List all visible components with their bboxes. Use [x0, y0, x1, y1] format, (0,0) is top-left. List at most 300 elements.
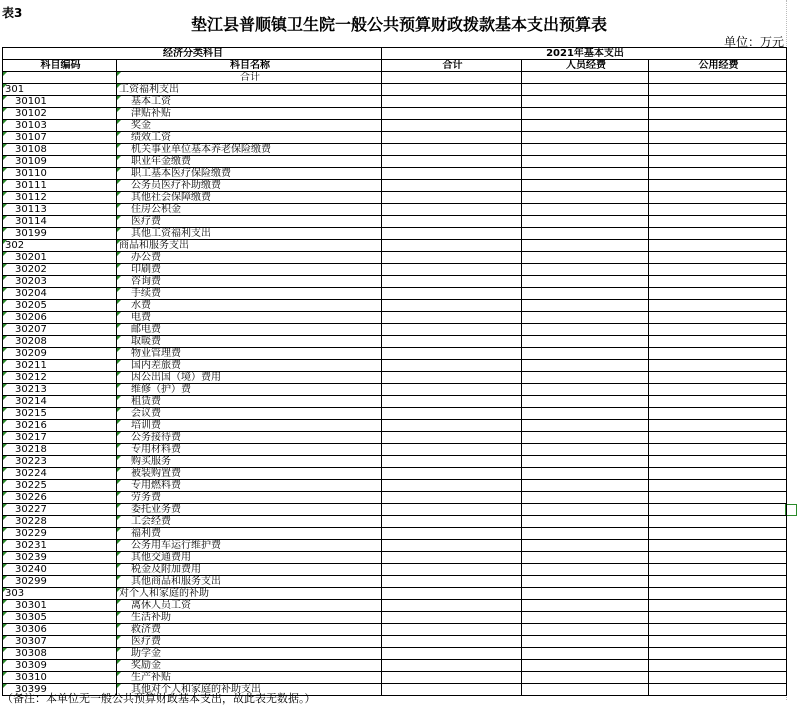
personnel-cell[interactable] — [522, 396, 649, 408]
public-cell[interactable] — [649, 408, 787, 420]
amount-cell[interactable] — [382, 228, 522, 240]
amount-cell[interactable] — [382, 372, 522, 384]
public-cell[interactable] — [649, 252, 787, 264]
code-cell[interactable]: 30309 — [3, 660, 117, 672]
code-cell[interactable]: 30206 — [3, 312, 117, 324]
total-amount-cell[interactable] — [382, 72, 522, 84]
personnel-cell[interactable] — [522, 684, 649, 696]
name-cell[interactable]: 其他商品和服务支出 — [117, 576, 382, 588]
amount-cell[interactable] — [382, 360, 522, 372]
code-cell[interactable]: 30203 — [3, 276, 117, 288]
code-cell[interactable]: 30224 — [3, 468, 117, 480]
name-cell[interactable]: 电费 — [117, 312, 382, 324]
amount-cell[interactable] — [382, 468, 522, 480]
name-cell[interactable]: 物业管理费 — [117, 348, 382, 360]
table-row — [3, 228, 787, 240]
table-row — [3, 144, 787, 156]
table-row — [3, 252, 787, 264]
amount-cell[interactable] — [382, 144, 522, 156]
amount-cell[interactable] — [382, 132, 522, 144]
name-cell[interactable]: 其他对个人和家庭的补助支出 — [117, 684, 382, 696]
name-cell[interactable]: 公务员医疗补助缴费 — [117, 180, 382, 192]
public-cell[interactable] — [649, 492, 787, 504]
amount-cell[interactable] — [382, 444, 522, 456]
amount-cell[interactable] — [382, 84, 522, 96]
header-row-columns — [3, 60, 787, 72]
personnel-cell[interactable] — [522, 168, 649, 180]
public-cell[interactable] — [649, 624, 787, 636]
public-cell[interactable] — [649, 528, 787, 540]
amount-cell[interactable] — [382, 396, 522, 408]
public-cell[interactable] — [649, 228, 787, 240]
amount-cell[interactable] — [382, 516, 522, 528]
table-row — [3, 468, 787, 480]
public-cell[interactable] — [649, 564, 787, 576]
name-cell[interactable]: 委托业务费 — [117, 504, 382, 516]
amount-cell[interactable] — [382, 432, 522, 444]
name-cell[interactable]: 生产补贴 — [117, 672, 382, 684]
public-cell[interactable] — [649, 660, 787, 672]
code-cell[interactable]: 30110 — [3, 168, 117, 180]
public-cell[interactable] — [649, 456, 787, 468]
code-cell[interactable]: 30307 — [3, 636, 117, 648]
amount-cell[interactable] — [382, 180, 522, 192]
personnel-cell[interactable] — [522, 180, 649, 192]
public-cell[interactable] — [649, 120, 787, 132]
name-cell[interactable]: 职业年金缴费 — [117, 156, 382, 168]
code-cell[interactable]: 30102 — [3, 108, 117, 120]
name-cell[interactable]: 津贴补贴 — [117, 108, 382, 120]
name-cell[interactable]: 对个人和家庭的补助 — [117, 588, 382, 600]
personnel-cell[interactable] — [522, 324, 649, 336]
personnel-cell[interactable] — [522, 612, 649, 624]
amount-cell[interactable] — [382, 552, 522, 564]
name-cell[interactable]: 水费 — [117, 300, 382, 312]
code-cell[interactable]: 30226 — [3, 492, 117, 504]
public-cell[interactable] — [649, 684, 787, 696]
public-cell[interactable] — [649, 552, 787, 564]
personnel-cell[interactable] — [522, 264, 649, 276]
amount-cell[interactable] — [382, 420, 522, 432]
table-row — [3, 660, 787, 672]
amount-cell[interactable] — [382, 204, 522, 216]
amount-cell[interactable] — [382, 480, 522, 492]
code-cell[interactable]: 30229 — [3, 528, 117, 540]
personnel-cell[interactable] — [522, 276, 649, 288]
code-cell[interactable]: 30240 — [3, 564, 117, 576]
public-cell[interactable] — [649, 216, 787, 228]
code-cell[interactable]: 30223 — [3, 456, 117, 468]
public-cell[interactable] — [649, 276, 787, 288]
code-cell[interactable]: 30218 — [3, 444, 117, 456]
code-cell[interactable]: 30112 — [3, 192, 117, 204]
personnel-cell[interactable] — [522, 468, 649, 480]
name-cell[interactable]: 住房公积金 — [117, 204, 382, 216]
name-cell[interactable]: 专用材料费 — [117, 444, 382, 456]
code-cell[interactable]: 30225 — [3, 480, 117, 492]
public-cell[interactable] — [649, 204, 787, 216]
sheet-label: 表3 — [2, 6, 23, 20]
amount-cell[interactable] — [382, 648, 522, 660]
table-row — [3, 444, 787, 456]
personnel-cell[interactable] — [522, 252, 649, 264]
table-row — [3, 552, 787, 564]
name-cell[interactable]: 奖励金 — [117, 660, 382, 672]
personnel-cell[interactable] — [522, 492, 649, 504]
table-row — [3, 372, 787, 384]
personnel-cell[interactable] — [522, 144, 649, 156]
personnel-cell[interactable] — [522, 624, 649, 636]
code-cell[interactable]: 30103 — [3, 120, 117, 132]
econ-group-header: 经济分类科目 — [3, 48, 382, 60]
table-row — [3, 96, 787, 108]
table-row — [3, 324, 787, 336]
personnel-cell[interactable] — [522, 84, 649, 96]
public-header: 公用经费 — [649, 60, 787, 72]
code-cell[interactable]: 30213 — [3, 384, 117, 396]
code-cell[interactable]: 30201 — [3, 252, 117, 264]
personnel-cell[interactable] — [522, 504, 649, 516]
public-cell[interactable] — [649, 192, 787, 204]
personnel-cell[interactable] — [522, 372, 649, 384]
personnel-cell[interactable] — [522, 516, 649, 528]
public-cell[interactable] — [649, 588, 787, 600]
name-cell[interactable]: 工资福利支出 — [117, 84, 382, 96]
code-cell[interactable]: 30215 — [3, 408, 117, 420]
table-row — [3, 636, 787, 648]
personnel-cell[interactable] — [522, 672, 649, 684]
name-cell[interactable]: 印刷费 — [117, 264, 382, 276]
name-cell[interactable]: 专用燃料费 — [117, 480, 382, 492]
amount-cell[interactable] — [382, 408, 522, 420]
amount-cell[interactable] — [382, 564, 522, 576]
name-cell[interactable]: 购买服务 — [117, 456, 382, 468]
code-cell[interactable]: 301 — [3, 84, 117, 96]
name-cell[interactable]: 手续费 — [117, 288, 382, 300]
personnel-cell[interactable] — [522, 300, 649, 312]
public-cell[interactable] — [649, 348, 787, 360]
name-cell[interactable]: 培训费 — [117, 420, 382, 432]
personnel-cell[interactable] — [522, 240, 649, 252]
total-personnel-cell[interactable] — [522, 72, 649, 84]
name-cell[interactable]: 劳务费 — [117, 492, 382, 504]
name-cell[interactable]: 基本工资 — [117, 96, 382, 108]
public-cell[interactable] — [649, 96, 787, 108]
name-cell[interactable]: 绩效工资 — [117, 132, 382, 144]
code-cell[interactable]: 30205 — [3, 300, 117, 312]
public-cell[interactable] — [649, 336, 787, 348]
code-cell[interactable]: 30204 — [3, 288, 117, 300]
name-cell[interactable]: 会议费 — [117, 408, 382, 420]
name-cell[interactable]: 办公费 — [117, 252, 382, 264]
amount-cell[interactable] — [382, 588, 522, 600]
amount-cell[interactable] — [382, 492, 522, 504]
name-cell[interactable]: 租赁费 — [117, 396, 382, 408]
year-group-header: 2021年基本支出 — [382, 48, 787, 60]
code-cell[interactable]: 30231 — [3, 540, 117, 552]
personnel-cell[interactable] — [522, 420, 649, 432]
name-cell[interactable]: 咨询费 — [117, 276, 382, 288]
public-cell[interactable] — [649, 432, 787, 444]
table-row — [3, 360, 787, 372]
table-row — [3, 204, 787, 216]
amount-cell[interactable] — [382, 288, 522, 300]
public-cell[interactable] — [649, 576, 787, 588]
personnel-cell[interactable] — [522, 552, 649, 564]
amount-cell[interactable] — [382, 528, 522, 540]
code-cell[interactable]: 30310 — [3, 672, 117, 684]
public-cell[interactable] — [649, 600, 787, 612]
amount-cell[interactable] — [382, 336, 522, 348]
name-cell[interactable]: 离休人员工资 — [117, 600, 382, 612]
footnote: （备注：本单位无一般公共预算财政基本支出，故此表无数据。） — [2, 692, 316, 705]
amount-cell[interactable] — [382, 276, 522, 288]
public-cell[interactable] — [649, 444, 787, 456]
table-row — [3, 180, 787, 192]
personnel-cell[interactable] — [522, 660, 649, 672]
personnel-cell[interactable] — [522, 348, 649, 360]
table-row — [3, 672, 787, 684]
personnel-cell[interactable] — [522, 132, 649, 144]
amount-cell[interactable] — [382, 348, 522, 360]
public-cell[interactable] — [649, 108, 787, 120]
code-cell[interactable]: 30227 — [3, 504, 117, 516]
code-cell[interactable]: 30308 — [3, 648, 117, 660]
public-cell[interactable] — [649, 504, 787, 516]
personnel-cell[interactable] — [522, 288, 649, 300]
amount-cell[interactable] — [382, 252, 522, 264]
table-row — [3, 336, 787, 348]
table-row — [3, 456, 787, 468]
code-cell[interactable]: 30211 — [3, 360, 117, 372]
personnel-cell[interactable] — [522, 456, 649, 468]
table-row — [3, 348, 787, 360]
personnel-cell[interactable] — [522, 96, 649, 108]
budget-table — [2, 47, 787, 696]
code-cell[interactable]: 30299 — [3, 576, 117, 588]
name-cell[interactable]: 公务用车运行维护费 — [117, 540, 382, 552]
public-cell[interactable] — [649, 672, 787, 684]
total-label-cell[interactable]: 合计 — [117, 72, 382, 84]
personnel-cell[interactable] — [522, 528, 649, 540]
table-row — [3, 492, 787, 504]
amount-cell[interactable] — [382, 456, 522, 468]
personnel-cell[interactable] — [522, 156, 649, 168]
personnel-cell[interactable] — [522, 312, 649, 324]
table-row — [3, 276, 787, 288]
name-cell[interactable]: 福利费 — [117, 528, 382, 540]
personnel-cell[interactable] — [522, 636, 649, 648]
code-cell[interactable]: 30101 — [3, 96, 117, 108]
public-cell[interactable] — [649, 240, 787, 252]
code-cell[interactable]: 30114 — [3, 216, 117, 228]
name-cell[interactable]: 取暖费 — [117, 336, 382, 348]
amount-cell[interactable] — [382, 192, 522, 204]
public-cell[interactable] — [649, 324, 787, 336]
public-cell[interactable] — [649, 480, 787, 492]
name-cell[interactable]: 国内差旅费 — [117, 360, 382, 372]
name-cell[interactable]: 救济费 — [117, 624, 382, 636]
amount-cell[interactable] — [382, 312, 522, 324]
personnel-cell[interactable] — [522, 192, 649, 204]
code-cell[interactable]: 30306 — [3, 624, 117, 636]
amount-cell[interactable] — [382, 324, 522, 336]
name-cell[interactable]: 商品和服务支出 — [117, 240, 382, 252]
public-cell[interactable] — [649, 372, 787, 384]
public-cell[interactable] — [649, 516, 787, 528]
personnel-cell[interactable] — [522, 384, 649, 396]
public-cell[interactable] — [649, 132, 787, 144]
public-cell[interactable] — [649, 396, 787, 408]
code-cell[interactable]: 30305 — [3, 612, 117, 624]
amount-cell[interactable] — [382, 600, 522, 612]
personnel-cell[interactable] — [522, 564, 649, 576]
name-cell[interactable]: 维修（护）费 — [117, 384, 382, 396]
public-cell[interactable] — [649, 636, 787, 648]
table-row — [3, 84, 787, 96]
code-cell[interactable]: 303 — [3, 588, 117, 600]
table-row — [3, 396, 787, 408]
code-cell[interactable]: 30108 — [3, 144, 117, 156]
table-row — [3, 120, 787, 132]
code-cell[interactable]: 30301 — [3, 600, 117, 612]
code-cell[interactable]: 30208 — [3, 336, 117, 348]
personnel-cell[interactable] — [522, 216, 649, 228]
public-cell[interactable] — [649, 420, 787, 432]
personnel-cell[interactable] — [522, 576, 649, 588]
public-cell[interactable] — [649, 360, 787, 372]
table-row — [3, 156, 787, 168]
amount-cell[interactable] — [382, 300, 522, 312]
amount-cell[interactable] — [382, 636, 522, 648]
code-cell[interactable]: 30111 — [3, 180, 117, 192]
amount-cell[interactable] — [382, 216, 522, 228]
name-cell[interactable]: 公务接待费 — [117, 432, 382, 444]
amount-cell[interactable] — [382, 264, 522, 276]
public-cell[interactable] — [649, 540, 787, 552]
public-cell[interactable] — [649, 384, 787, 396]
name-cell[interactable]: 邮电费 — [117, 324, 382, 336]
table-row — [3, 540, 787, 552]
table-row — [3, 648, 787, 660]
public-cell[interactable] — [649, 264, 787, 276]
name-cell[interactable]: 其他社会保障缴费 — [117, 192, 382, 204]
amount-cell[interactable] — [382, 120, 522, 132]
personnel-cell[interactable] — [522, 336, 649, 348]
personnel-cell[interactable] — [522, 600, 649, 612]
unit-label: 单位：万元 — [723, 35, 784, 49]
code-cell[interactable]: 30217 — [3, 432, 117, 444]
personnel-cell[interactable] — [522, 432, 649, 444]
public-cell[interactable] — [649, 300, 787, 312]
amount-cell[interactable] — [382, 504, 522, 516]
name-cell[interactable]: 奖金 — [117, 120, 382, 132]
name-cell[interactable]: 工会经费 — [117, 516, 382, 528]
code-cell[interactable]: 30107 — [3, 132, 117, 144]
personnel-cell[interactable] — [522, 120, 649, 132]
code-cell[interactable]: 30228 — [3, 516, 117, 528]
public-cell[interactable] — [649, 612, 787, 624]
code-cell[interactable]: 30239 — [3, 552, 117, 564]
total-code-cell[interactable] — [3, 72, 117, 84]
personnel-cell[interactable] — [522, 648, 649, 660]
table-row — [3, 420, 787, 432]
public-cell[interactable] — [649, 84, 787, 96]
public-cell[interactable] — [649, 648, 787, 660]
code-cell[interactable]: 302 — [3, 240, 117, 252]
amount-cell[interactable] — [382, 156, 522, 168]
personnel-cell[interactable] — [522, 360, 649, 372]
public-cell[interactable] — [649, 156, 787, 168]
amount-cell[interactable] — [382, 576, 522, 588]
personnel-cell[interactable] — [522, 228, 649, 240]
amount-cell[interactable] — [382, 168, 522, 180]
amount-cell[interactable] — [382, 384, 522, 396]
name-cell[interactable]: 被装购置费 — [117, 468, 382, 480]
personnel-cell[interactable] — [522, 204, 649, 216]
code-cell[interactable]: 30216 — [3, 420, 117, 432]
public-cell[interactable] — [649, 468, 787, 480]
public-cell[interactable] — [649, 312, 787, 324]
code-cell[interactable]: 30199 — [3, 228, 117, 240]
code-cell[interactable]: 30214 — [3, 396, 117, 408]
amount-cell[interactable] — [382, 240, 522, 252]
public-cell[interactable] — [649, 180, 787, 192]
amount-cell[interactable] — [382, 612, 522, 624]
code-cell[interactable]: 30113 — [3, 204, 117, 216]
code-cell[interactable]: 30212 — [3, 372, 117, 384]
personnel-cell[interactable] — [522, 408, 649, 420]
public-cell[interactable] — [649, 144, 787, 156]
personnel-cell[interactable] — [522, 108, 649, 120]
personnel-cell[interactable] — [522, 588, 649, 600]
name-cell[interactable]: 税金及附加费用 — [117, 564, 382, 576]
code-cell[interactable]: 30399 — [3, 684, 117, 696]
amount-cell[interactable] — [382, 672, 522, 684]
amount-cell[interactable] — [382, 684, 522, 696]
name-cell[interactable]: 职工基本医疗保险缴费 — [117, 168, 382, 180]
amount-cell[interactable] — [382, 96, 522, 108]
table-row — [3, 600, 787, 612]
code-cell[interactable]: 30207 — [3, 324, 117, 336]
name-cell[interactable]: 助学金 — [117, 648, 382, 660]
name-cell[interactable]: 医疗费 — [117, 636, 382, 648]
total-public-cell[interactable] — [649, 72, 787, 84]
name-cell[interactable]: 其他交通费用 — [117, 552, 382, 564]
table-row — [3, 192, 787, 204]
amount-cell[interactable] — [382, 108, 522, 120]
personnel-cell[interactable] — [522, 444, 649, 456]
table-row — [3, 216, 787, 228]
public-cell[interactable] — [649, 168, 787, 180]
code-cell[interactable]: 30202 — [3, 264, 117, 276]
name-cell[interactable]: 因公出国（境）费用 — [117, 372, 382, 384]
code-cell[interactable]: 30109 — [3, 156, 117, 168]
amount-cell[interactable] — [382, 540, 522, 552]
table-row — [3, 168, 787, 180]
personnel-cell[interactable] — [522, 540, 649, 552]
name-cell[interactable]: 机关事业单位基本养老保险缴费 — [117, 144, 382, 156]
amount-cell[interactable] — [382, 624, 522, 636]
public-cell[interactable] — [649, 288, 787, 300]
name-cell[interactable]: 其他工资福利支出 — [117, 228, 382, 240]
name-cell[interactable]: 生活补助 — [117, 612, 382, 624]
personnel-cell[interactable] — [522, 480, 649, 492]
table-row — [3, 408, 787, 420]
amount-cell[interactable] — [382, 660, 522, 672]
code-cell[interactable]: 30209 — [3, 348, 117, 360]
name-cell[interactable]: 医疗费 — [117, 216, 382, 228]
